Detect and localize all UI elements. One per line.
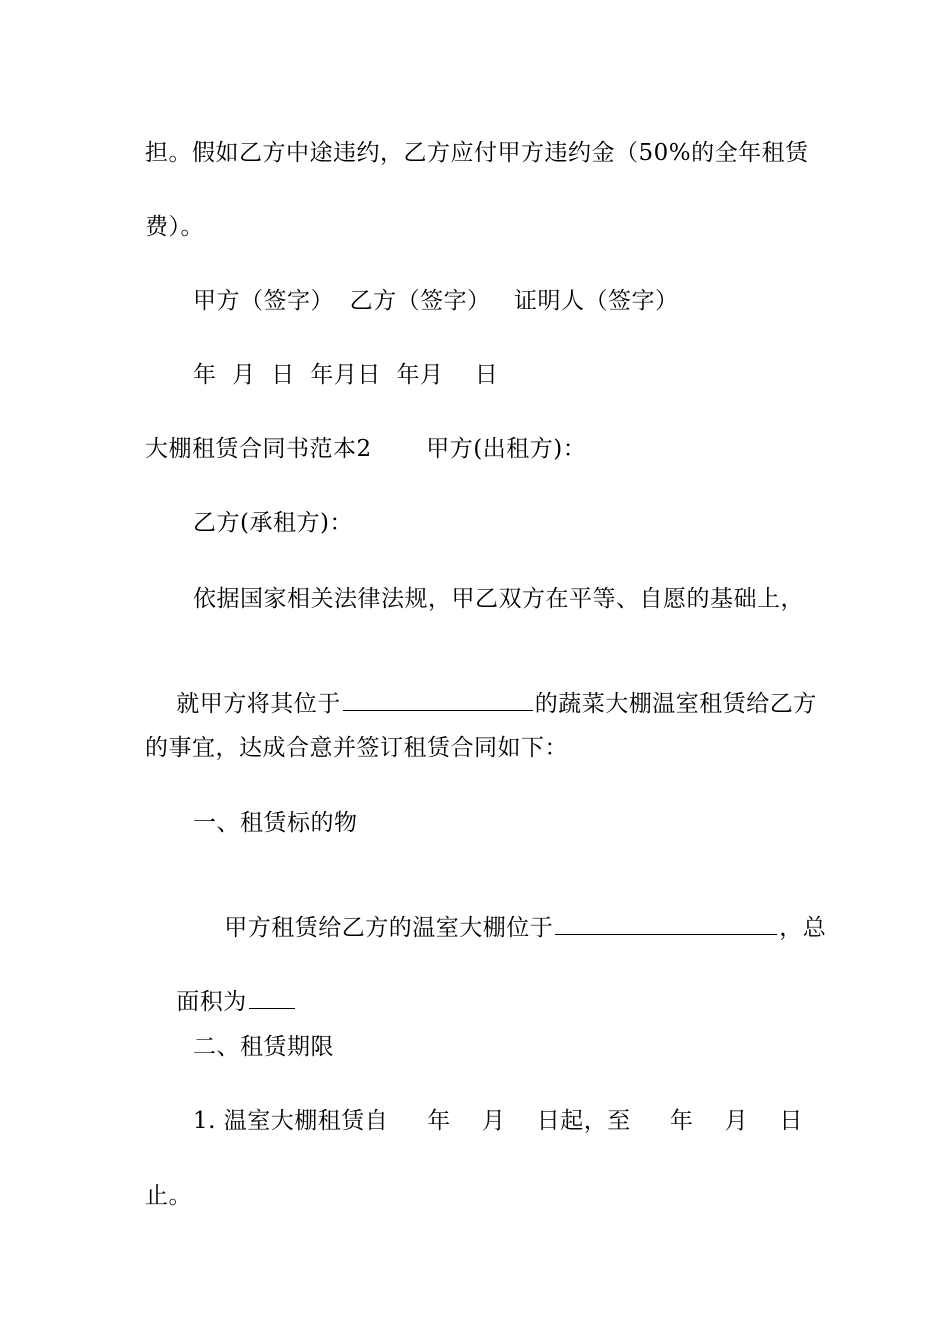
paragraph-line: 费）。: [145, 214, 204, 240]
text-span: ，总: [779, 915, 827, 941]
fill-in-blank: [343, 690, 533, 711]
paragraph-line: 止。: [145, 1183, 192, 1209]
paragraph-line: 的事宜，达成合意并签订租赁合同如下：: [145, 735, 568, 761]
text-span: 就甲方将其位于: [176, 691, 341, 717]
clause-heading: 一、租赁标的物: [193, 810, 358, 836]
paragraph-line: 1. 温室大棚租赁自 年 月 日起，至 年 月 日: [193, 1108, 803, 1134]
party-b-line: 乙方(承租方)：: [193, 510, 353, 536]
fill-in-blank: [555, 914, 777, 935]
paragraph-line: 依据国家相关法律法规，甲乙双方在平等、自愿的基础上，: [193, 586, 804, 612]
section-title: 大棚租赁合同书范本2 甲方(出租方)：: [145, 436, 587, 462]
clause-heading: 二、租赁期限: [193, 1034, 334, 1060]
signature-line: 甲方（签字） 乙方（签字） 证明人（签字）: [193, 288, 679, 314]
text-span: 面积为: [176, 989, 247, 1015]
date-line: 年 月 日 年月日 年月 日: [193, 362, 499, 388]
text-span: 的蔬菜大棚温室租赁给乙方: [534, 691, 817, 717]
paragraph-line: 担。假如乙方中途违约，乙方应付甲方违约金（50%的全年租赁: [145, 140, 809, 166]
fill-in-blank: [249, 988, 295, 1009]
text-span: 甲方租赁给乙方的温室大棚位于: [224, 915, 554, 941]
